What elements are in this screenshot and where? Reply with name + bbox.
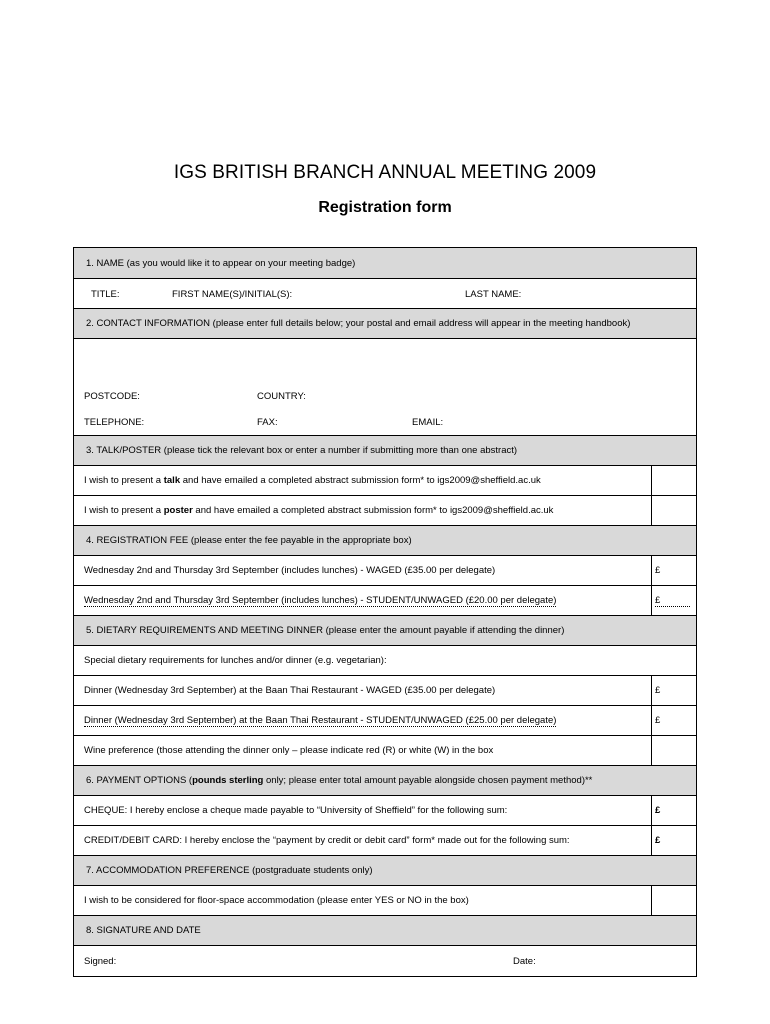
- first-name-label: FIRST NAME(S)/INITIAL(S):: [172, 289, 293, 300]
- section-payment-header: 6. PAYMENT OPTIONS (pounds sterling only; please enter total amount payable alongside chosen payment method)**: [74, 765, 696, 795]
- section-signature-header: 8. SIGNATURE AND DATE: [74, 915, 696, 945]
- talk-checkbox[interactable]: [651, 466, 696, 495]
- wine-preference-field[interactable]: [651, 736, 696, 765]
- cheque-text: CHEQUE: I hereby enclose a cheque made payable to “University of Sheffield” for the following sum:: [84, 805, 508, 816]
- dinner-student-text: Dinner (Wednesday 3rd September) at the Baan Thai Restaurant - STUDENT/UNWAGED (£25.00 per delegate): [84, 715, 557, 726]
- section-dietary-header: 5. DIETARY REQUIREMENTS AND MEETING DINNER (please enter the amount payable if attending the dinner): [74, 615, 696, 645]
- fee-waged-amount-field[interactable]: £: [651, 556, 696, 585]
- fee-student-text: Wednesday 2nd and Thursday 3rd September (includes lunches) - STUDENT/UNWAGED (£20.00 per delegate): [84, 595, 557, 606]
- card-amount-field[interactable]: £: [651, 826, 696, 855]
- talk-text: I wish to present a talk and have emailed a completed abstract submission form* to igs2009@sheffield.ac.uk: [84, 475, 541, 486]
- contact-fields-block[interactable]: [74, 338, 696, 435]
- signature-row[interactable]: [74, 945, 696, 976]
- poster-row: [74, 495, 696, 525]
- telephone-label: TELEPHONE:: [84, 417, 145, 428]
- title-label: TITLE:: [91, 289, 120, 300]
- fax-label: FAX:: [257, 417, 278, 428]
- section-name-header: 1. NAME (as you would like it to appear on your meeting badge): [74, 248, 696, 278]
- accommodation-row: [74, 885, 696, 915]
- talk-row: [74, 465, 696, 495]
- card-text: CREDIT/DEBIT CARD: I hereby enclose the “payment by credit or debit card” form* made out for the following sum:: [84, 835, 570, 846]
- special-diet-row[interactable]: [74, 645, 696, 675]
- card-row: [74, 825, 696, 855]
- dinner-waged-row: [74, 675, 696, 705]
- poster-checkbox[interactable]: [651, 496, 696, 525]
- fee-student-amount-field[interactable]: £: [651, 586, 696, 615]
- registration-form: [73, 247, 697, 977]
- signed-label: Signed:: [84, 956, 117, 967]
- fee-waged-text: Wednesday 2nd and Thursday 3rd September (includes lunches) - WAGED (£35.00 per delegate): [84, 565, 496, 576]
- accommodation-field[interactable]: [651, 886, 696, 915]
- email-label: EMAIL:: [412, 417, 444, 428]
- wine-text: Wine preference (those attending the dinner only – please indicate red (R) or white (W) in the box: [84, 745, 494, 756]
- cheque-amount-field[interactable]: £: [651, 796, 696, 825]
- fee-student-row: [74, 585, 696, 615]
- wine-row: [74, 735, 696, 765]
- dinner-student-amount-field[interactable]: £: [651, 706, 696, 735]
- special-diet-text: Special dietary requirements for lunches and/or dinner (e.g. vegetarian):: [84, 655, 387, 666]
- cheque-row: [74, 795, 696, 825]
- postcode-label: POSTCODE:: [84, 391, 140, 402]
- document-title: IGS BRITISH BRANCH ANNUAL MEETING 2009: [173, 162, 597, 183]
- dinner-waged-text: Dinner (Wednesday 3rd September) at the Baan Thai Restaurant - WAGED (£35.00 per delegate): [84, 685, 496, 696]
- section-talk-poster-header: 3. TALK/POSTER (please tick the relevant box or enter a number if submitting more than one abstract): [74, 435, 696, 465]
- date-label: Date:: [513, 956, 536, 967]
- poster-text: I wish to present a poster and have emailed a completed abstract submission form* to igs2009@sheffield.ac.uk: [84, 505, 554, 516]
- dinner-waged-amount-field[interactable]: £: [651, 676, 696, 705]
- country-label: COUNTRY:: [257, 391, 306, 402]
- section-accommodation-header: 7. ACCOMMODATION PREFERENCE (postgraduate students only): [74, 855, 696, 885]
- name-fields-row[interactable]: [74, 278, 696, 308]
- last-name-label: LAST NAME:: [465, 289, 522, 300]
- document-subtitle: Registration form: [318, 199, 452, 216]
- dinner-student-row: [74, 705, 696, 735]
- accommodation-text: I wish to be considered for floor-space accommodation (please enter YES or NO in the box): [84, 895, 469, 906]
- fee-waged-row: [74, 555, 696, 585]
- section-contact-header: 2. CONTACT INFORMATION (please enter full details below; your postal and email address will appear in the meeting handbook): [74, 308, 696, 338]
- section-registration-fee-header: 4. REGISTRATION FEE (please enter the fee payable in the appropriate box): [74, 525, 696, 555]
